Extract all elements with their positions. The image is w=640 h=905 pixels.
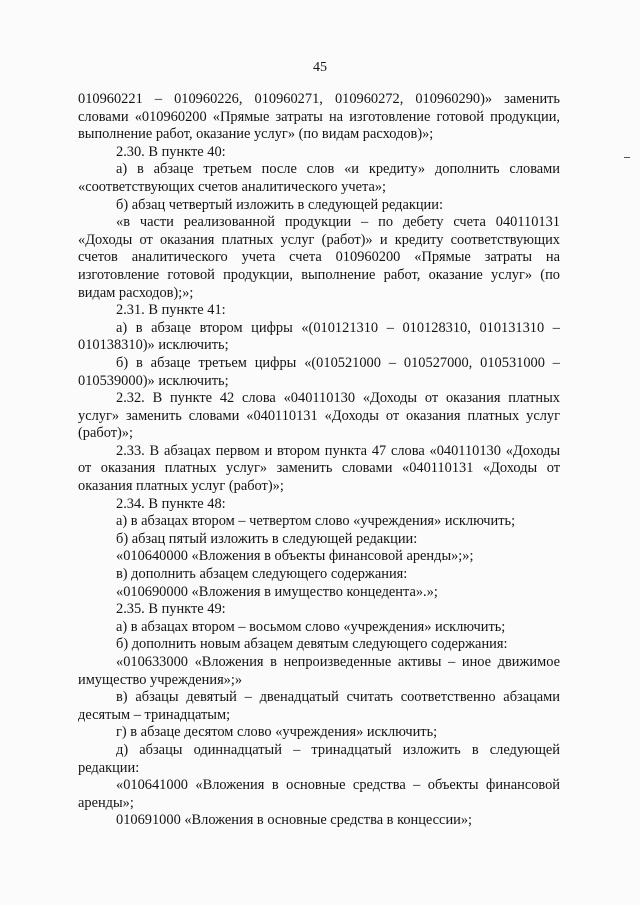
- paragraph: 2.30. В пункте 40:: [116, 143, 226, 160]
- paragraph: «в части реализованной продукции – по дебету счета 040110131 «Доходы от оказания платных услуг (работ)» и кредиту соответствующих счетов аналитического учета счета 010960200 «Прямые затраты на изготовление готовой продукции, выполнение работ, оказание услуг» (по видам расходов);»;: [78, 214, 560, 301]
- paragraph: 010691000 «Вложения в основные средства в концессии»;: [116, 812, 473, 829]
- paragraph: «010690000 «Вложения в имущество концедента».»;: [116, 583, 438, 600]
- paragraph: 2.35. В пункте 49:: [116, 601, 226, 618]
- paragraph: д) абзацы одиннадцатый – тринадцатый изложить в следующей редакции:: [78, 741, 560, 776]
- page-number: 45: [313, 60, 327, 75]
- paragraph: в) дополнить абзацем следующего содержания:: [116, 566, 408, 583]
- paragraph: «010641000 «Вложения в основные средства – объекты финансовой аренды»;: [78, 777, 560, 811]
- paragraph: 010960221 – 010960226, 010960271, 010960272, 010960290)» заменить словами «010960200 «Прямые затраты на изготовление готовой продукции, выполнение работ, оказание услуг» (по видам расходов)»;: [78, 91, 560, 143]
- paragraph: б) дополнить новым абзацем девятым следующего содержания:: [116, 636, 508, 653]
- paragraph: а) в абзацах втором – восьмом слово «учреждения» исключить;: [116, 618, 506, 635]
- scan-mark: [624, 157, 630, 158]
- paragraph: а) в абзаце втором цифры «(010121310 – 010128310, 010131310 – 010138310)» исключить;: [78, 319, 560, 354]
- paragraph: 2.32. В пункте 42 слова «040110130 «Доходы от оказания платных услуг» заменить словами «040110131 «Доходы от оказания платных услуг (работ)»;: [78, 390, 560, 442]
- paragraph: «010640000 «Вложения в объекты финансовой аренды»;»;: [116, 548, 474, 565]
- paragraph: 2.33. В абзацах первом и втором пункта 47 слова «040110130 «Доходы от оказания платных услуг» заменить словами «040110131 «Доходы от оказания платных услуг (работ)»;: [78, 442, 560, 495]
- paragraph: а) в абзацах втором – четвертом слово «учреждения» исключить;: [116, 513, 516, 530]
- document-body: [78, 91, 560, 830]
- paragraph: б) абзац пятый изложить в следующей редакции:: [116, 530, 418, 547]
- paragraph: в) абзацы девятый – двенадцатый считать соответственно абзацами десятым – тринадцатым;: [78, 689, 560, 723]
- paragraph: б) в абзаце третьем цифры «(010521000 – 010527000, 010531000 – 010539000)» исключить;: [78, 354, 560, 389]
- paragraph: б) абзац четвертый изложить в следующей редакции:: [116, 196, 443, 213]
- paragraph: а) в абзаце третьем после слов «и кредиту» дополнить словами «соответствующих счетов аналитического учета»;: [78, 161, 560, 195]
- paragraph: 2.34. В пункте 48:: [116, 495, 226, 512]
- paragraph: г) в абзаце десятом слово «учреждения» исключить;: [116, 724, 438, 741]
- paragraph: 2.31. В пункте 41:: [116, 302, 226, 319]
- paragraph: «010633000 «Вложения в непроизведенные активы – иное движимое имущество учреждения»;»: [78, 654, 560, 688]
